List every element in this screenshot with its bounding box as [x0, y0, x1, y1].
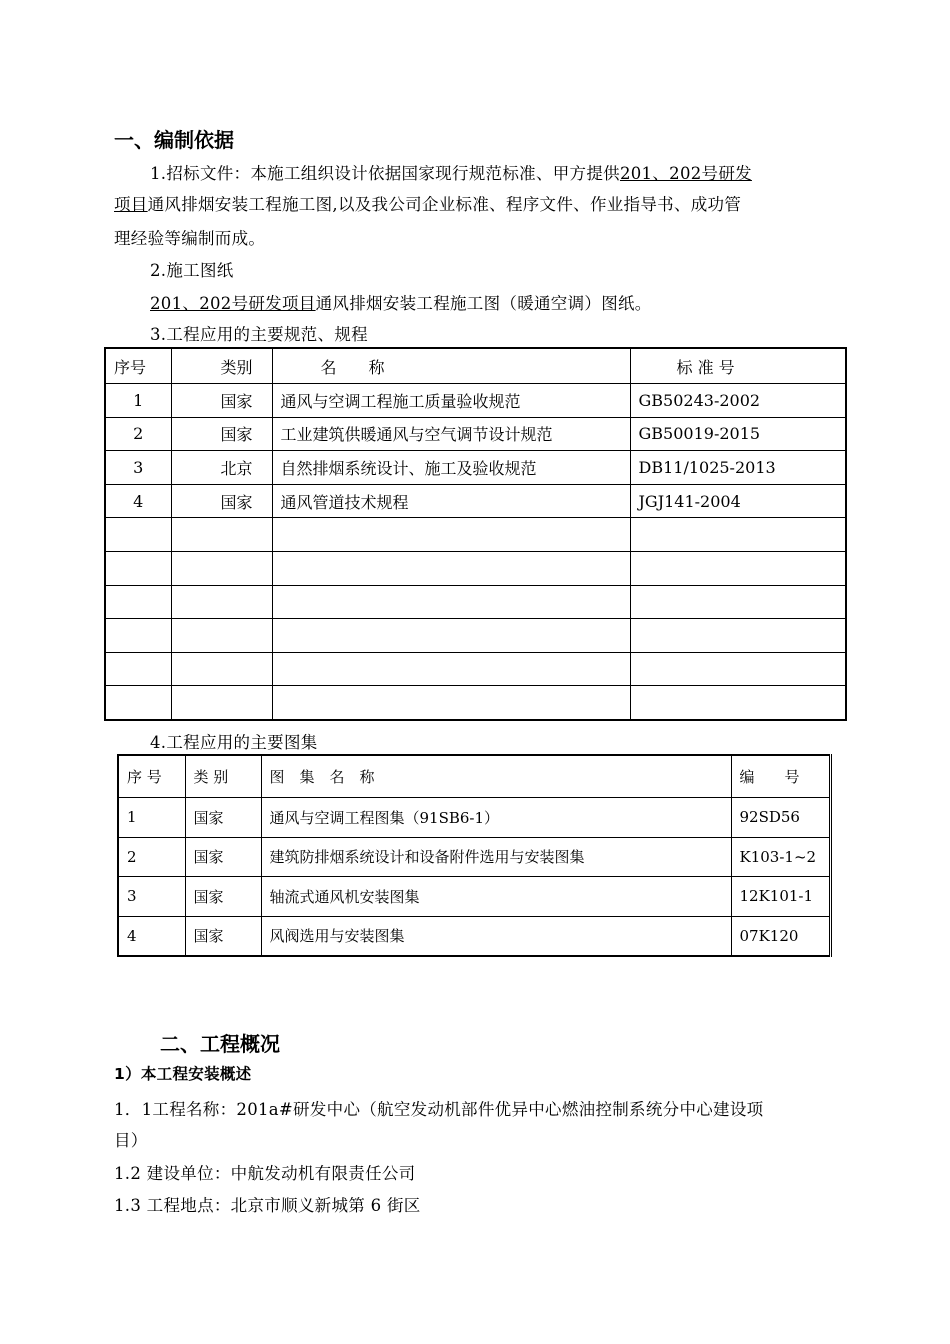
name-cell: 工业建筑供暖通风与空气调节设计规范: [272, 417, 630, 451]
header-cell: 图 集 名 称: [261, 755, 731, 798]
atlas-number-cell: K103-1~2: [731, 837, 831, 877]
sub-heading-overview: 1）本工程安装概述: [114, 1065, 252, 1083]
section-heading-2: 二、工程概况: [160, 1032, 280, 1056]
standards-table-row: [105, 686, 846, 720]
atlas-table-row: [118, 798, 831, 838]
paragraph-standards-title: 3.工程应用的主要规范、规程: [150, 325, 368, 344]
header-cell: 标 准 号: [630, 348, 846, 384]
standards-table-row: [105, 484, 846, 518]
header-cell: 序号: [105, 348, 171, 384]
name-cell: [272, 686, 630, 720]
standards-table-header: [105, 348, 846, 384]
row-number-cell: [105, 686, 171, 720]
name-cell: [272, 619, 630, 653]
category-cell: 国家: [185, 837, 261, 877]
name-cell: [272, 518, 630, 552]
row-number-cell: 3: [105, 451, 171, 485]
atlas-name-cell: 风阀选用与安装图集: [261, 916, 731, 956]
construction-unit: 1.2 建设单位：中航发动机有限责任公司: [114, 1164, 416, 1183]
name-cell: 通风与空调工程施工质量验收规范: [272, 384, 630, 418]
atlas-number-cell: 92SD56: [731, 798, 831, 838]
standards-table: [104, 347, 847, 721]
atlas-table-header: [118, 755, 831, 798]
paragraph-drawings-detail: [150, 290, 652, 314]
paragraph-bidding-documents-line1: [150, 160, 752, 184]
standard-number-cell: GB50243-2002: [630, 384, 846, 418]
paragraph-text: 通风排烟安装工程施工图（暖通空调）图纸。: [315, 294, 652, 313]
category-cell: 国家: [185, 877, 261, 917]
standard-number-cell: GB50019-2015: [630, 417, 846, 451]
standards-table-row: [105, 551, 846, 585]
row-number-cell: [105, 551, 171, 585]
paragraph-atlas-title: 4.工程应用的主要图集: [150, 733, 318, 752]
standards-table-row: [105, 417, 846, 451]
atlas-table-row: [118, 837, 831, 877]
atlas-name-cell: 轴流式通风机安装图集: [261, 877, 731, 917]
standard-number-cell: [630, 686, 846, 720]
header-cell: 类 别: [185, 755, 261, 798]
project-name-line2: 目）: [114, 1131, 148, 1150]
category-cell: 国家: [185, 916, 261, 956]
header-cell: 名 称: [272, 348, 630, 384]
standard-number-cell: DB11/1025-2013: [630, 451, 846, 485]
paragraph-text: 1.招标文件：本施工组织设计依据国家现行规范标准、甲方提供: [150, 164, 620, 183]
standards-table-row: [105, 585, 846, 619]
atlas-table: [117, 754, 832, 957]
standard-number-cell: [630, 585, 846, 619]
name-cell: [272, 652, 630, 686]
row-number-cell: 4: [118, 916, 185, 956]
standard-number-cell: JGJ141-2004: [630, 484, 846, 518]
category-cell: [171, 619, 272, 653]
standards-table-row: [105, 451, 846, 485]
row-number-cell: [105, 585, 171, 619]
row-number-cell: 1: [118, 798, 185, 838]
paragraph-text: 通风排烟安装工程施工图,以及我公司企业标准、程序文件、作业指导书、成功管: [147, 195, 742, 214]
standards-table-row: [105, 652, 846, 686]
category-cell: [171, 652, 272, 686]
paragraph-bidding-documents-line2: [114, 191, 741, 215]
atlas-number-cell: 12K101-1: [731, 877, 831, 917]
row-number-cell: [105, 518, 171, 552]
name-cell: 自然排烟系统设计、施工及验收规范: [272, 451, 630, 485]
project-name-underlined: 201、202号研发项目: [150, 294, 316, 313]
standards-table-row: [105, 518, 846, 552]
paragraph-bidding-documents-line3: 理经验等编制而成。: [114, 229, 266, 248]
category-cell: [171, 551, 272, 585]
row-number-cell: 4: [105, 484, 171, 518]
row-number-cell: [105, 652, 171, 686]
category-cell: 北京: [171, 451, 272, 485]
project-name-line1: 1．1工程名称：201a#研发中心（航空发动机部件优异中心燃油控制系统分中心建设项: [114, 1100, 764, 1119]
atlas-name-cell: 通风与空调工程图集（91SB6-1）: [261, 798, 731, 838]
category-cell: 国家: [171, 384, 272, 418]
row-number-cell: 1: [105, 384, 171, 418]
section-heading-1: 一、编制依据: [114, 128, 234, 152]
name-cell: [272, 585, 630, 619]
row-number-cell: 2: [118, 837, 185, 877]
project-name-underlined: 项目: [114, 195, 148, 214]
category-cell: 国家: [185, 798, 261, 838]
category-cell: [171, 686, 272, 720]
standard-number-cell: [630, 652, 846, 686]
standard-number-cell: [630, 551, 846, 585]
paragraph-construction-drawings: 2.施工图纸: [150, 261, 234, 280]
standards-table-row: [105, 384, 846, 418]
standards-table-row: [105, 619, 846, 653]
header-cell: 类别: [171, 348, 272, 384]
category-cell: 国家: [171, 484, 272, 518]
category-cell: [171, 585, 272, 619]
row-number-cell: 3: [118, 877, 185, 917]
header-cell: 编 号: [731, 755, 831, 798]
atlas-table-row: [118, 877, 831, 917]
category-cell: [171, 518, 272, 552]
standard-number-cell: [630, 518, 846, 552]
standard-number-cell: [630, 619, 846, 653]
atlas-name-cell: 建筑防排烟系统设计和设备附件选用与安装图集: [261, 837, 731, 877]
name-cell: [272, 551, 630, 585]
project-name-underlined: 201、202号研发: [619, 164, 752, 183]
row-number-cell: [105, 619, 171, 653]
atlas-number-cell: 07K120: [731, 916, 831, 956]
project-location: 1.3 工程地点：北京市顺义新城第 6 街区: [114, 1196, 421, 1215]
category-cell: 国家: [171, 417, 272, 451]
header-cell: 序 号: [118, 755, 185, 798]
name-cell: 通风管道技术规程: [272, 484, 630, 518]
atlas-table-row: [118, 916, 831, 956]
row-number-cell: 2: [105, 417, 171, 451]
